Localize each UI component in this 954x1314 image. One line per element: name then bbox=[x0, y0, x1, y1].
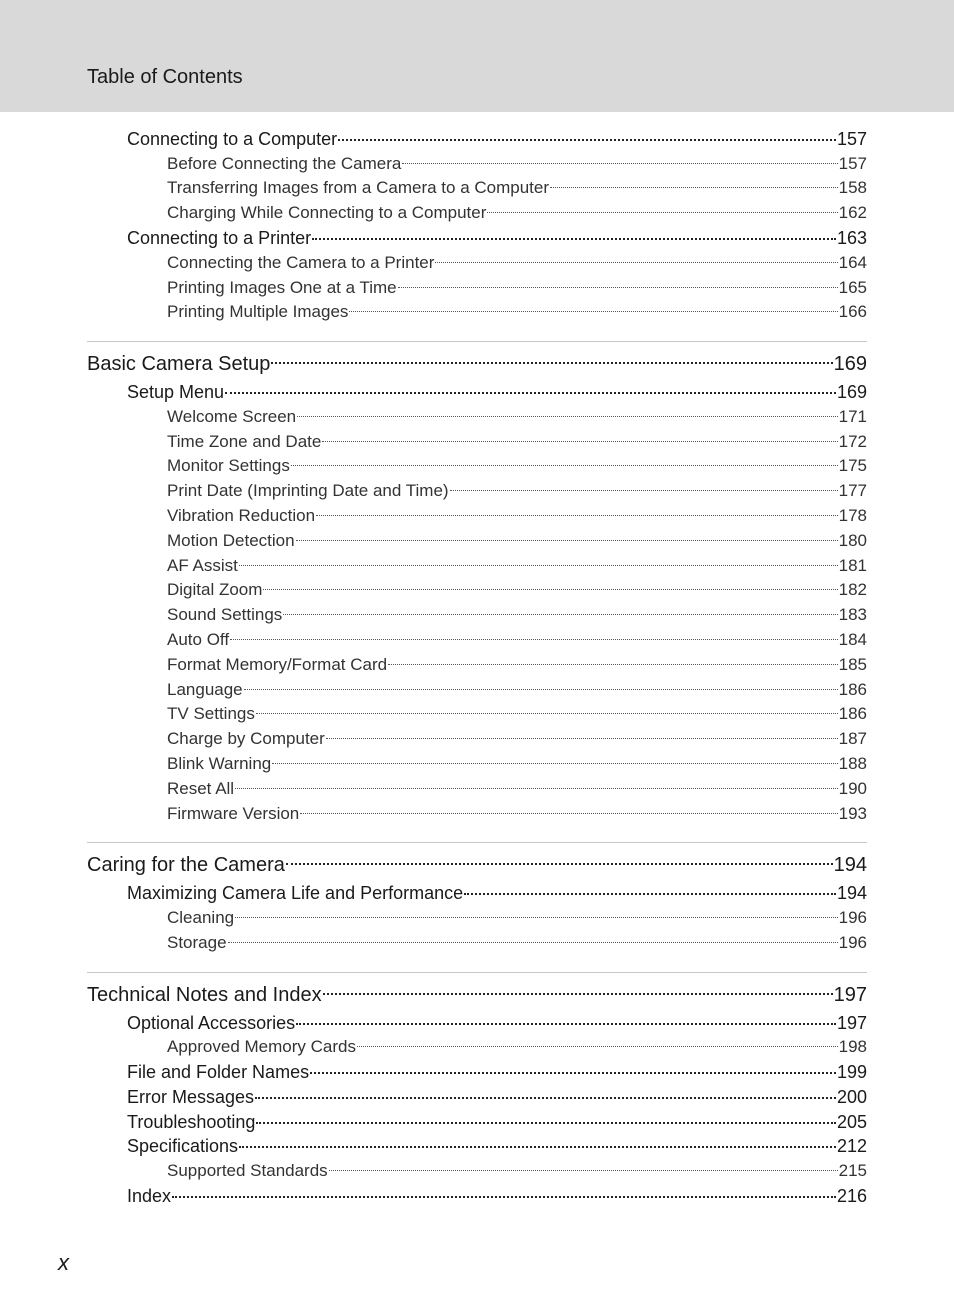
dot-leader bbox=[323, 993, 833, 995]
toc-entry-title: Reset All bbox=[167, 778, 235, 798]
dot-leader bbox=[239, 1146, 836, 1148]
toc-section-heading[interactable] bbox=[87, 979, 867, 1011]
toc-entry-page: 182 bbox=[838, 580, 867, 600]
toc-subentry[interactable] bbox=[167, 906, 867, 931]
toc-subentry[interactable] bbox=[167, 479, 867, 504]
section-divider bbox=[87, 341, 867, 342]
toc-subentry[interactable] bbox=[167, 300, 867, 325]
toc-entry-title: TV Settings bbox=[167, 704, 255, 724]
toc-entry-page: 177 bbox=[838, 481, 867, 501]
toc-entry-page: 157 bbox=[838, 153, 867, 173]
toc-subentry[interactable] bbox=[167, 276, 867, 301]
toc-entry-page: 194 bbox=[836, 883, 867, 904]
toc-subentry[interactable] bbox=[167, 578, 867, 603]
toc-entry-title: Transferring Images from a Camera to a Computer bbox=[167, 178, 550, 198]
dot-leader bbox=[297, 416, 837, 417]
toc-entry-title: Monitor Settings bbox=[167, 456, 290, 476]
dot-leader bbox=[286, 863, 833, 865]
toc-entry-page: 157 bbox=[836, 129, 867, 149]
header-band bbox=[0, 0, 954, 112]
toc-heading-title: Basic Camera Setup bbox=[87, 353, 271, 376]
page-number: x bbox=[58, 1250, 69, 1275]
toc-entry-page: 199 bbox=[836, 1062, 867, 1083]
dot-leader bbox=[357, 1046, 838, 1047]
toc-entry-page: 164 bbox=[838, 252, 867, 272]
dot-leader bbox=[338, 139, 836, 141]
toc-entry-title: Welcome Screen bbox=[167, 406, 297, 426]
toc-subentry[interactable] bbox=[167, 752, 867, 777]
toc-entry-page: 197 bbox=[836, 1012, 867, 1033]
dot-leader bbox=[322, 441, 837, 442]
dot-leader bbox=[349, 311, 837, 312]
toc-entry-page: 171 bbox=[838, 406, 867, 426]
toc-section-heading[interactable] bbox=[87, 348, 867, 380]
toc-subentry[interactable] bbox=[167, 678, 867, 703]
toc-subentry[interactable] bbox=[167, 653, 867, 678]
dot-leader bbox=[255, 1097, 836, 1099]
toc-heading-title: Caring for the Camera bbox=[87, 854, 285, 877]
toc-entry-title: Digital Zoom bbox=[167, 580, 263, 600]
toc-entry-title: Setup Menu bbox=[127, 382, 225, 403]
toc-entry-title: Sound Settings bbox=[167, 605, 283, 625]
toc-entry-page: 185 bbox=[838, 654, 867, 674]
dot-leader bbox=[487, 212, 837, 213]
toc-entry-page: 163 bbox=[836, 228, 867, 249]
toc-entry[interactable] bbox=[127, 881, 867, 906]
toc-entry-title: Storage bbox=[167, 932, 227, 952]
toc-entry-page: 166 bbox=[838, 302, 867, 322]
toc-entry-title: Connecting the Camera to a Printer bbox=[167, 252, 435, 272]
toc-entry[interactable] bbox=[127, 1011, 867, 1036]
toc-entry-page: 212 bbox=[836, 1136, 867, 1157]
toc-entry[interactable] bbox=[127, 127, 867, 152]
toc-entry-page: 186 bbox=[838, 679, 867, 699]
toc-entry-title: Connecting to a Printer bbox=[127, 228, 312, 249]
dot-leader bbox=[235, 917, 838, 918]
dot-leader bbox=[464, 893, 836, 895]
toc-entry-title: Before Connecting the Camera bbox=[167, 153, 402, 173]
toc-entry-page: 178 bbox=[838, 506, 867, 526]
toc-entry-page: 188 bbox=[838, 754, 867, 773]
dot-leader bbox=[326, 738, 838, 739]
toc-heading-page: 169 bbox=[833, 353, 867, 376]
dot-leader bbox=[550, 187, 838, 188]
toc-subentry[interactable] bbox=[167, 152, 867, 177]
toc-section bbox=[0, 842, 954, 955]
dot-leader bbox=[435, 262, 837, 263]
dot-leader bbox=[291, 465, 838, 466]
toc-entry-page: 198 bbox=[838, 1037, 867, 1057]
section-divider bbox=[87, 972, 867, 973]
toc-entry-page: 181 bbox=[838, 555, 867, 575]
toc-subentry[interactable] bbox=[167, 405, 867, 430]
toc-subentry[interactable] bbox=[167, 251, 867, 276]
toc-entry[interactable] bbox=[127, 1060, 867, 1085]
toc-entry[interactable] bbox=[127, 1184, 867, 1209]
dot-leader bbox=[263, 589, 837, 590]
toc-entry-title: AF Assist bbox=[167, 555, 238, 575]
toc-subentry[interactable] bbox=[167, 931, 867, 956]
toc-entry-title: Printing Multiple Images bbox=[167, 302, 349, 322]
toc-entry-page: 196 bbox=[838, 932, 867, 952]
toc-entry-title: Troubleshooting bbox=[127, 1111, 256, 1132]
toc-entry-title: Language bbox=[167, 679, 243, 699]
dot-leader bbox=[296, 540, 838, 541]
toc-entry-title: Connecting to a Computer bbox=[127, 129, 338, 149]
toc-subentry[interactable] bbox=[167, 702, 867, 727]
dot-leader bbox=[256, 1122, 836, 1124]
toc-entry-page: 162 bbox=[838, 203, 867, 223]
toc-entry[interactable] bbox=[127, 1134, 867, 1159]
dot-leader bbox=[272, 763, 837, 764]
toc-entry-title: Supported Standards bbox=[167, 1160, 328, 1180]
toc-subentry[interactable] bbox=[167, 454, 867, 479]
toc-subentry[interactable] bbox=[167, 628, 867, 653]
dot-leader bbox=[450, 490, 838, 491]
toc-entry-title: Firmware Version bbox=[167, 803, 300, 823]
toc-entry-page: 175 bbox=[838, 456, 867, 476]
toc-section bbox=[0, 127, 954, 325]
toc-entry-page: 184 bbox=[838, 630, 867, 650]
toc-heading-page: 194 bbox=[833, 854, 867, 877]
dot-leader bbox=[225, 392, 836, 394]
dot-leader bbox=[312, 238, 836, 240]
toc-subentry[interactable] bbox=[167, 504, 867, 529]
toc-entry-page: 216 bbox=[836, 1185, 867, 1206]
toc-entry-title: Printing Images One at a Time bbox=[167, 277, 397, 297]
toc-section-heading[interactable] bbox=[87, 849, 867, 881]
toc-entry-title: Specifications bbox=[127, 1136, 239, 1157]
section-divider bbox=[87, 842, 867, 843]
dot-leader bbox=[300, 813, 837, 814]
toc-entry-title: Approved Memory Cards bbox=[167, 1037, 356, 1057]
toc-entry-title: Auto Off bbox=[167, 630, 230, 650]
dot-leader bbox=[172, 1196, 836, 1198]
toc-entry-title: Maximizing Camera Life and Performance bbox=[127, 883, 464, 904]
toc-entry-page: 196 bbox=[838, 908, 867, 928]
dot-leader bbox=[329, 1170, 838, 1171]
toc-entry[interactable] bbox=[127, 1085, 867, 1110]
toc-entry[interactable] bbox=[127, 380, 867, 405]
toc-subentry[interactable] bbox=[167, 802, 867, 827]
toc-subentry[interactable] bbox=[167, 430, 867, 455]
dot-leader bbox=[239, 565, 838, 566]
dot-leader bbox=[283, 614, 837, 615]
page-title: Table of Contents bbox=[87, 66, 243, 88]
toc-entry-title: Charge by Computer bbox=[167, 729, 325, 749]
toc-entry-title: File and Folder Names bbox=[127, 1062, 310, 1083]
toc-entry-title: Vibration Reduction bbox=[167, 506, 316, 526]
toc-entry[interactable] bbox=[127, 1110, 867, 1135]
toc-subentry[interactable] bbox=[167, 727, 867, 752]
toc-subentry[interactable] bbox=[167, 1035, 867, 1060]
dot-leader bbox=[316, 515, 838, 516]
toc-entry-title: Blink Warning bbox=[167, 754, 272, 773]
dot-leader bbox=[388, 664, 838, 665]
toc-entry-title: Error Messages bbox=[127, 1086, 255, 1107]
toc-entry-page: 158 bbox=[838, 178, 867, 198]
dot-leader bbox=[310, 1072, 836, 1074]
toc-entry-page: 183 bbox=[838, 605, 867, 625]
toc-entry-title: Time Zone and Date bbox=[167, 431, 322, 451]
toc-entry-page: 186 bbox=[838, 704, 867, 724]
toc-entry-title: Optional Accessories bbox=[127, 1012, 296, 1033]
dot-leader bbox=[235, 788, 838, 789]
toc-entry-page: 169 bbox=[836, 382, 867, 403]
toc-entry-title: Cleaning bbox=[167, 908, 235, 928]
toc-entry-page: 200 bbox=[836, 1086, 867, 1107]
toc-subentry[interactable] bbox=[167, 176, 867, 201]
dot-leader bbox=[398, 287, 838, 288]
toc-section bbox=[0, 972, 954, 1209]
toc-subentry[interactable] bbox=[167, 777, 867, 802]
toc-heading-page: 197 bbox=[833, 983, 867, 1006]
dot-leader bbox=[402, 163, 837, 164]
toc-subentry[interactable] bbox=[167, 1159, 867, 1184]
toc-entry-title: Charging While Connecting to a Computer bbox=[167, 203, 487, 223]
toc-entry-page: 180 bbox=[838, 530, 867, 550]
toc-heading-title: Technical Notes and Index bbox=[87, 983, 322, 1006]
dot-leader bbox=[296, 1023, 836, 1025]
toc-entry-title: Format Memory/Format Card bbox=[167, 654, 388, 674]
toc-entry-title: Motion Detection bbox=[167, 530, 295, 550]
toc-entry-page: 172 bbox=[838, 431, 867, 451]
dot-leader bbox=[230, 639, 838, 640]
dot-leader bbox=[244, 689, 838, 690]
toc-subentry[interactable] bbox=[167, 603, 867, 628]
toc-entry-page: 190 bbox=[838, 778, 867, 798]
toc-entry-page: 215 bbox=[838, 1160, 867, 1180]
toc-entry-page: 193 bbox=[838, 803, 867, 823]
toc-entry-page: 165 bbox=[838, 277, 867, 297]
toc-subentry[interactable] bbox=[167, 529, 867, 554]
dot-leader bbox=[271, 362, 832, 364]
toc-section bbox=[0, 341, 954, 826]
toc-entry-page: 187 bbox=[838, 729, 867, 749]
table-of-contents bbox=[0, 127, 954, 1208]
toc-entry-title: Index bbox=[127, 1185, 172, 1206]
toc-entry-page: 205 bbox=[836, 1111, 867, 1132]
toc-subentry[interactable] bbox=[167, 554, 867, 579]
toc-entry[interactable] bbox=[127, 226, 867, 251]
dot-leader bbox=[256, 713, 838, 714]
toc-entry-title: Print Date (Imprinting Date and Time) bbox=[167, 481, 449, 501]
toc-subentry[interactable] bbox=[167, 201, 867, 226]
dot-leader bbox=[228, 942, 838, 943]
